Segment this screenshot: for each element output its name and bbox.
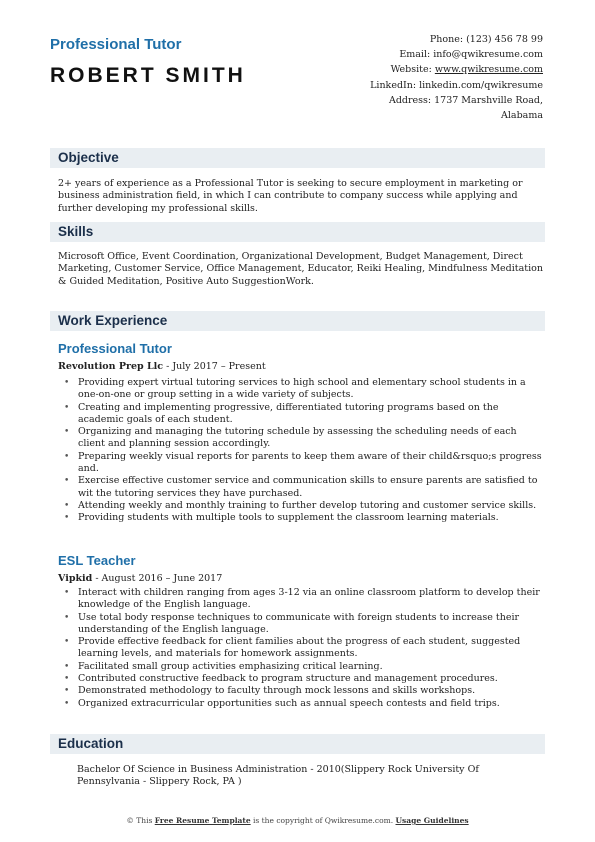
skills-section-header <box>50 222 545 242</box>
education-entry: Bachelor Of Science in Business Administration - 2010(Slippery Rock University Of Pennsylvania - Slippery Rock, PA ) <box>77 764 479 788</box>
objective-text: 2+ years of experience as a Professional Tutor is seeking to secure employment in marketing or business administration field, in which I can contribute to company success while applying and further developing my professional skills. <box>58 178 523 214</box>
job-bullet <box>58 661 545 673</box>
skills-text: Microsoft Office, Event Coordination, Organizational Development, Budget Management, Direct Marketing, Customer Service, Office Management, Educator, Reiki Healing, Mindfulness Meditation & Guided Meditation, Positive Auto SuggestionWork. <box>58 251 543 287</box>
objective-section-header <box>50 148 545 168</box>
job-bullet <box>58 426 545 451</box>
contact-website-link[interactable]: www.qwikresume.com <box>434 64 543 76</box>
job-bullet-list <box>58 587 545 710</box>
job-bullet-text: Preparing weekly visual reports for parents to keep them aware of their child&rsquo;s progress and. <box>78 450 542 475</box>
contact-address-line1: Address: 1737 Marshville Road, <box>388 94 543 106</box>
job-bullet-text: Provide effective feedback for client families about the progress of each student, suggested learning levels, and materials for homework assignments. <box>78 636 521 660</box>
candidate-name: ROBERT SMITH <box>50 64 246 87</box>
job-bullet <box>58 685 545 697</box>
work-experience-heading: Work Experience <box>58 313 168 328</box>
job-bullet-text: Interact with children ranging from ages 3-12 via an online classroom platform to develop their knowledge of the English language. <box>78 587 540 611</box>
education-heading: Education <box>58 736 124 751</box>
work-experience-section-header <box>50 311 545 331</box>
job-bullet-list <box>58 377 545 525</box>
bullet-dot-icon: • <box>64 427 70 438</box>
job-employer-line <box>58 573 222 584</box>
job-bullet-text: Facilitated small group activities emphasizing critical learning. <box>78 660 383 672</box>
job-bullet <box>58 587 545 612</box>
job-bullet <box>58 402 545 427</box>
job-bullet-text: Creating and implementing progressive, differentiated tutoring programs based on the academic goals of each student. <box>78 401 499 425</box>
job-bullet-text: Contributed constructive feedback to program structure and management procedures. <box>78 673 498 685</box>
bullet-dot-icon: • <box>64 637 70 648</box>
job-bullet-text: Attending weekly and monthly training to further develop tutoring and customer service skills. <box>78 499 537 511</box>
contact-block <box>303 32 543 123</box>
bullet-dot-icon: • <box>64 476 70 487</box>
job-employer-line <box>58 361 266 372</box>
bullet-dot-icon: • <box>64 402 70 413</box>
job-bullet <box>58 673 545 685</box>
bullet-dot-icon: • <box>64 378 70 388</box>
job-bullet-text: Providing expert virtual tutoring services to high school and elementary school students in a one-on-one or group setting in a wide variety of subjects. <box>78 377 526 401</box>
footer-middle: is the copyright of Qwikresume.com. <box>250 816 396 825</box>
contact-website-row <box>303 62 543 77</box>
job-bullet <box>58 612 545 637</box>
job-bullet-text: Demonstrated methodology to faculty through mock lessons and skills workshops. <box>78 685 476 697</box>
job-bullet-text: Providing students with multiple tools to supplement the classroom learning materials. <box>78 512 499 524</box>
bullet-dot-icon: • <box>64 588 70 598</box>
skills-heading: Skills <box>58 224 94 239</box>
bullet-dot-icon: • <box>64 686 70 697</box>
job-bullet <box>58 500 545 512</box>
job-bullet <box>58 636 545 661</box>
job-bullet-text: Exercise effective customer service and communication skills to ensure parents are satisfied to wit the tutoring services they have purchased. <box>78 475 538 499</box>
contact-email-label: Email: <box>399 49 434 61</box>
job-dates: - August 2016 – June 2017 <box>92 573 223 584</box>
job-bullet <box>58 451 545 476</box>
bullet-dot-icon: • <box>64 500 70 511</box>
job-title: ESL Teacher <box>58 553 136 568</box>
bullet-dot-icon: • <box>64 698 70 709</box>
job-employer: Revolution Prep Llc <box>58 361 164 372</box>
contact-phone: Phone: (123) 456 78 99 <box>429 34 543 45</box>
contact-linkedin: LinkedIn: linkedin.com/qwikresume <box>370 79 543 91</box>
education-section-header <box>50 734 545 754</box>
bullet-dot-icon: • <box>64 612 70 623</box>
job-bullet-text: Organizing and managing the tutoring schedule by assessing the scheduling needs of each client and planning session accordingly. <box>78 426 517 450</box>
job-bullet <box>58 475 545 500</box>
job-employer: Vipkid <box>58 573 93 584</box>
job-bullet <box>58 512 545 524</box>
job-bullet-text: Use total body response techniques to communicate with foreign students to increase their understanding of the English language. <box>78 611 520 635</box>
objective-heading: Objective <box>58 150 119 165</box>
job-bullet <box>58 377 545 402</box>
job-bullet <box>58 698 545 710</box>
bullet-dot-icon: • <box>64 661 70 672</box>
contact-email[interactable]: info@qwikresume.com <box>433 49 543 61</box>
free-resume-template-link[interactable]: Free Resume Template <box>154 816 251 825</box>
job-bullet-text: Organized extracurricular opportunities such as annual speech contests and field trips. <box>78 697 500 709</box>
footer-prefix: © This <box>126 816 155 825</box>
contact-address-line2: Alabama <box>501 110 543 122</box>
bullet-dot-icon: • <box>64 513 70 524</box>
bullet-dot-icon: • <box>64 674 70 685</box>
job-dates: - July 2017 – Present <box>163 361 266 372</box>
contact-website-label: Website: <box>390 64 435 76</box>
footer-copyright <box>0 816 595 825</box>
usage-guidelines-link[interactable]: Usage Guidelines <box>395 816 469 825</box>
bullet-dot-icon: • <box>64 451 70 462</box>
job-title: Professional Tutor <box>58 341 172 356</box>
header-job-title: Professional Tutor <box>50 36 182 53</box>
contact-email-row <box>303 47 543 62</box>
